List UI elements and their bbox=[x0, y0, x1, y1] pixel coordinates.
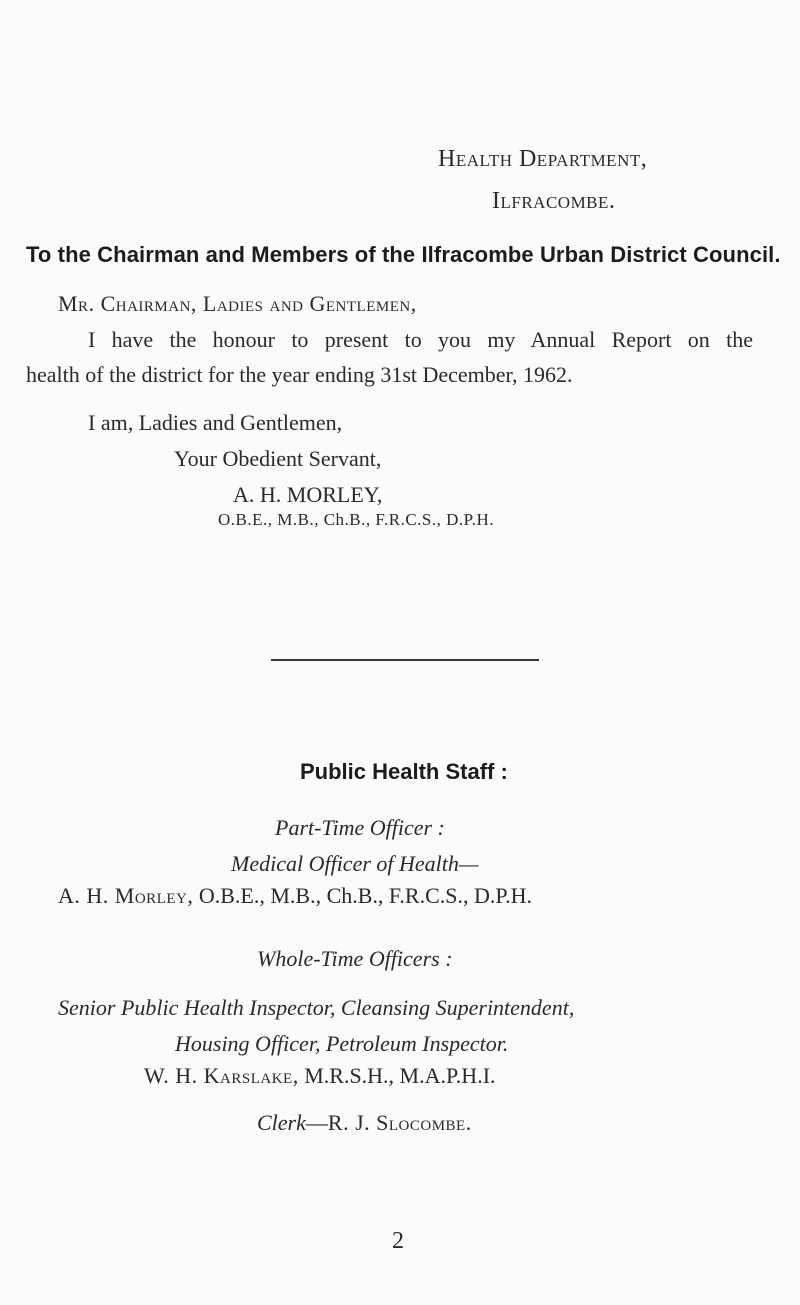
whole-time-officer-name: W. H. Karslake, bbox=[144, 1063, 299, 1088]
department-name: Health Department, bbox=[438, 146, 648, 172]
department-location: Ilfracombe. bbox=[492, 188, 616, 214]
whole-time-heading: Whole-Time Officers : bbox=[257, 946, 453, 971]
staff-section-title: Public Health Staff : bbox=[300, 759, 508, 784]
whole-time-officer bbox=[144, 1063, 496, 1089]
part-time-officer-quals: O.B.E., M.B., Ch.B., F.R.C.S., D.P.H. bbox=[198, 883, 533, 908]
whole-time-roles-line-1: Senior Public Health Inspector, Cleansing Superintendent, bbox=[58, 995, 575, 1020]
clerk-row bbox=[257, 1110, 472, 1136]
whole-time-officer-quals: M.R.S.H., M.A.P.H.I. bbox=[304, 1063, 496, 1088]
page-number: 2 bbox=[392, 1228, 404, 1254]
addressee-heading: To the Chairman and Members of the Ilfracombe Urban District Council. bbox=[26, 242, 781, 267]
signature-qualifications: O.B.E., M.B., Ch.B., F.R.C.S., D.P.H. bbox=[218, 510, 494, 529]
clerk-label: Clerk bbox=[257, 1110, 306, 1135]
part-time-heading: Part-Time Officer : bbox=[275, 815, 445, 840]
letter-body-line-2: health of the district for the year ending 31st December, 1962. bbox=[26, 362, 573, 387]
whole-time-roles-line-2: Housing Officer, Petroleum Inspector. bbox=[175, 1031, 509, 1056]
part-time-role: Medical Officer of Health— bbox=[231, 851, 479, 876]
clerk-name: R. J. Slocombe. bbox=[327, 1110, 472, 1135]
section-divider bbox=[271, 659, 539, 661]
signature-name: A. H. MORLEY, bbox=[233, 482, 383, 507]
clerk-dash: — bbox=[305, 1110, 328, 1135]
part-time-officer-name: A. H. Morley, bbox=[58, 883, 194, 908]
letter-body-line-1: I have the honour to present to you my Annual Report on the bbox=[88, 327, 753, 352]
closing-line-1: I am, Ladies and Gentlemen, bbox=[88, 410, 343, 435]
part-time-officer bbox=[58, 883, 532, 909]
closing-line-2: Your Obedient Servant, bbox=[174, 446, 382, 471]
salutation: Mr. Chairman, Ladies and Gentlemen, bbox=[58, 291, 417, 316]
